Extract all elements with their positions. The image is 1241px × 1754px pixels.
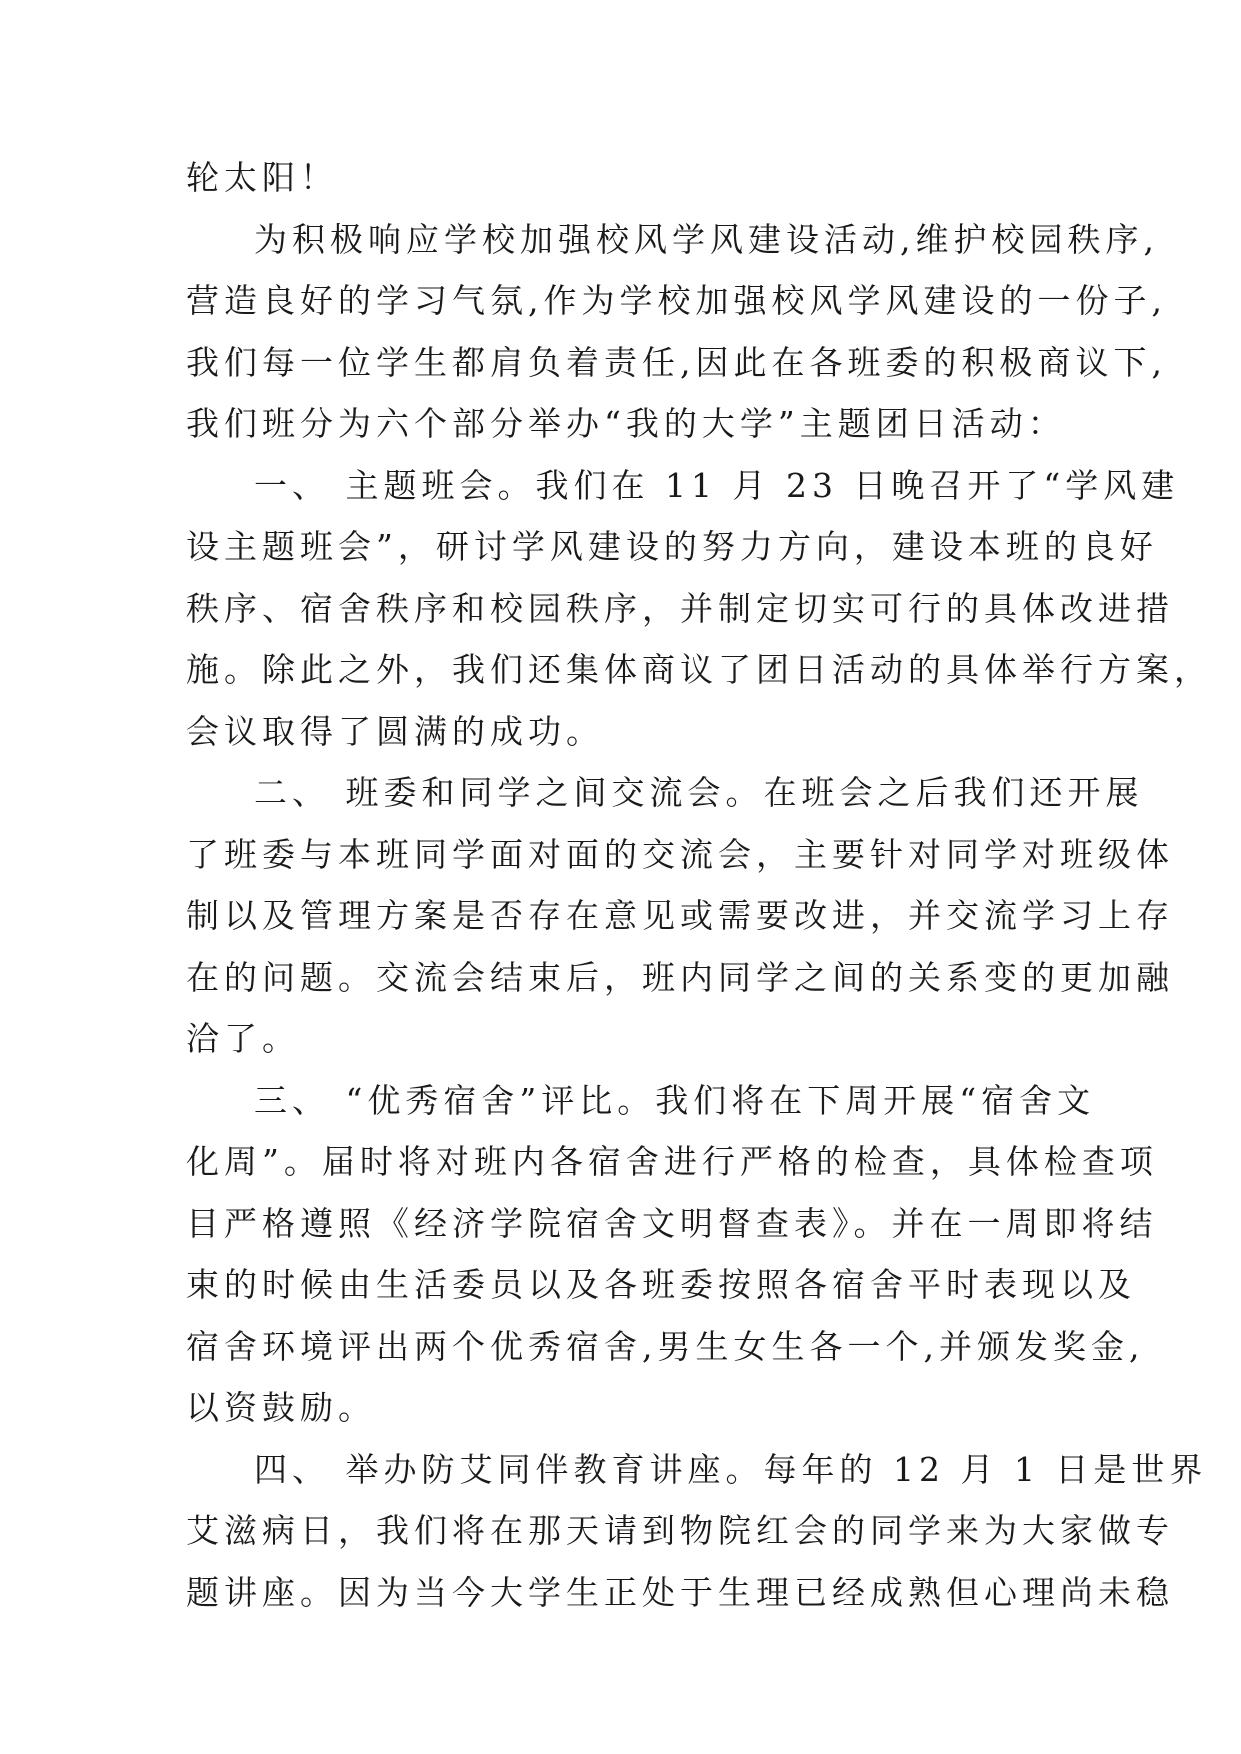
text-line: 以资鼓励。 <box>186 1388 376 1427</box>
text-line: 了班委与本班同学面对面的交流会，主要针对同学对班级体 <box>186 834 1174 874</box>
text-line: 一、 主题班会。我们在 11 月 23 日晚召开了“学风建 <box>254 465 1180 505</box>
text-line: 为积极响应学校加强校风学风建设活动,维护校园秩序, <box>254 219 1159 259</box>
text-line: 施。除此之外，我们还集体商议了团日活动的具体举行方案， <box>186 650 1212 689</box>
text-line: 营造良好的学习气氛,作为学校加强校风学风建设的一份子, <box>186 281 1167 320</box>
text-line: 艾滋病日，我们将在那天请到物院红会的同学来为大家做专 <box>186 1511 1174 1550</box>
text-line: 在的问题。交流会结束后，班内同学之间的关系变的更加融 <box>186 957 1174 997</box>
text-line: 会议取得了圆满的成功。 <box>186 711 604 751</box>
text-line: 设主题班会”，研讨学风建设的努力方向，建设本班的良好 <box>186 527 1158 566</box>
text-line: 束的时候由生活委员以及各班委按照各宿舍平时表现以及 <box>186 1265 1136 1304</box>
text-line: 轮太阳！ <box>186 158 338 197</box>
text-line: 洽了。 <box>186 1019 300 1058</box>
text-line: 化周”。届时将对班内各宿舍进行严格的检查，具体检查项 <box>186 1142 1158 1181</box>
text-line: 我们班分为六个部分举办“我的大学”主题团日活动： <box>186 404 1066 443</box>
text-line: 宿舍环境评出两个优秀宿舍,男生女生各一个,并颁发奖金, <box>186 1326 1145 1366</box>
document-body <box>186 147 1212 1623</box>
text-line: 秩序、宿舍秩序和校园秩序，并制定切实可行的具体改进措 <box>186 588 1174 628</box>
text-line: 三、 “优秀宿舍”评比。我们将在下周开展“宿舍文 <box>254 1080 1096 1120</box>
text-line: 二、 班委和同学之间交流会。在班会之后我们还开展 <box>254 773 1144 812</box>
text-line: 目严格遵照《经济学院宿舍文明督查表》。并在一周即将结 <box>186 1203 1158 1243</box>
text-line: 制以及管理方案是否存在意见或需要改进，并交流学习上存 <box>186 896 1174 935</box>
text-line: 题讲座。因为当今大学生正处于生理已经成熟但心理尚未稳 <box>186 1572 1174 1612</box>
text-line: 我们每一位学生都肩负着责任,因此在各班委的积极商议下, <box>186 342 1167 382</box>
text-line: 四、 举办防艾同伴教育讲座。每年的 12 月 1 日是世界 <box>254 1449 1208 1489</box>
